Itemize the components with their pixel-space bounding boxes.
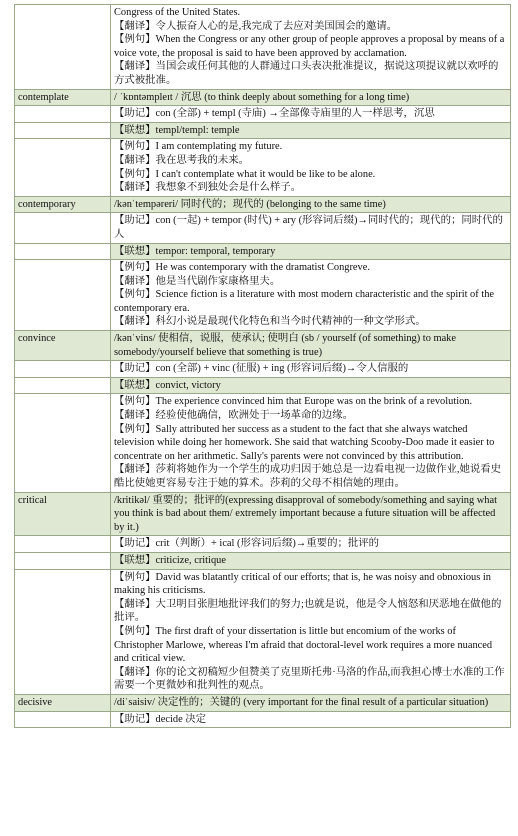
detail-cell	[111, 122, 511, 139]
vocabulary-table-body	[15, 5, 511, 728]
entry-text-line: 【例句】I can't contemplate what it would be like to be alone.	[114, 168, 376, 180]
entry-text-line: 【例句】When the Congress or any other group of people approves a proposal by means of a voice vote, the proposal is said to have been approved by acclamation.	[114, 34, 505, 59]
detail-cell	[111, 139, 511, 196]
definition-cell	[111, 492, 511, 536]
detail-cell	[111, 377, 511, 394]
detail-cell	[111, 394, 511, 492]
entry-text-line: 【例句】The first draft of your dissertation is little but encomium of the works of Christopher Marlowe, whereas I'm afraid that doctoral-level work requires a more nuanced and critical view.	[114, 625, 493, 665]
detail-row	[15, 5, 511, 90]
entry-text-line: /kənˈtempəreri/ 同时代的；现代的 (belonging to the same time)	[114, 198, 386, 210]
detail-row	[15, 243, 511, 260]
detail-cell	[111, 536, 511, 553]
headword-cell	[15, 536, 111, 553]
entry-text-line: 【翻译】你的论文初稿短少但赞美了克里斯托弗·马洛的作品,而我担心博士水准的工作需要一个更微妙和批判性的观点。	[114, 666, 505, 692]
headword-cell	[15, 394, 111, 492]
entry-text-line: 【例句】Science fiction is a literature with most modern characteristic and the spirit of the contemporary era.	[114, 289, 495, 314]
detail-row	[15, 536, 511, 553]
headword-cell: decisive	[15, 694, 111, 711]
entry-text-line: 【例句】He was contemporary with the dramatist Congreve.	[114, 262, 370, 274]
entry-text-line: 【例句】Sally attributed her success as a student to the fact that she always watched television while doing her homework. She said that watching Scooby-Doo made it easier to concentrate on her arithmetic. Sally's parents were not convinced by this attribution.	[114, 423, 495, 462]
headword-cell	[15, 243, 111, 260]
headword-cell	[15, 569, 111, 694]
detail-row	[15, 711, 511, 728]
entry-text-line: 【联想】convict, victory	[114, 379, 221, 391]
headword-cell	[15, 122, 111, 139]
word-entry-row	[15, 492, 511, 536]
entry-text-line: 【翻译】我在思考我的未来。	[114, 154, 250, 166]
headword-cell: critical	[15, 492, 111, 536]
detail-row	[15, 361, 511, 378]
headword-cell	[15, 213, 111, 243]
headword-cell	[15, 377, 111, 394]
headword-cell	[15, 5, 111, 90]
detail-cell	[111, 260, 511, 331]
entry-text-line: 【助记】crit（判断）+ ical (形容词后缀)→重要的；批评的	[114, 538, 380, 550]
entry-text-line: 【翻译】他是当代剧作家康格里夫。	[114, 275, 281, 287]
word-entry-row	[15, 331, 511, 361]
detail-row	[15, 260, 511, 331]
entry-text-line: 【例句】I am contemplating my future.	[114, 141, 283, 153]
entry-text-line: 【例句】The experience convinced him that Europe was on the brink of a revolution.	[114, 396, 473, 408]
word-entry-row	[15, 89, 511, 106]
detail-row	[15, 213, 511, 243]
entry-text-line: 【联想】templ/templ: temple	[114, 124, 240, 136]
definition-cell	[111, 196, 511, 213]
entry-text-line: /kritikəl/ 重要的；批评的(expressing disapproval of somebody/something and saying what you think is bad about them/ extremely important because a future situation will be affected by it.)	[114, 494, 497, 533]
entry-text-line: 【翻译】当国会或任何其他的人群通过口头表决批准提议，据说这项提议就以欢呼的方式被批准。	[114, 61, 499, 86]
headword-cell	[15, 260, 111, 331]
entry-text-line: Congress of the United States.	[114, 7, 241, 18]
headword-cell	[15, 552, 111, 569]
detail-cell	[111, 106, 511, 123]
detail-cell	[111, 213, 511, 243]
detail-cell	[111, 243, 511, 260]
headword-cell	[15, 711, 111, 728]
detail-cell	[111, 711, 511, 728]
entry-text-line: /diˈsaisiv/ 决定性的；关键的 (very important for the final result of a particular situation)	[114, 696, 489, 708]
entry-text-line: /kənˈvins/ 使相信，说服，使承认; 使明白 (sb / yourself (of something) to make somebody/yourself believe that something is true)	[114, 333, 456, 358]
detail-cell	[111, 361, 511, 378]
detail-cell	[111, 552, 511, 569]
headword-cell: convince	[15, 331, 111, 361]
entry-text-line: 【例句】David was blatantly critical of our efforts; that is, he was noisy and obnoxious in making his criticisms.	[114, 571, 491, 597]
entry-text-line: 【助记】con (全部) + vinc (征服) + ing (形容词后缀)→令人信服的	[114, 363, 409, 375]
word-entry-row	[15, 196, 511, 213]
definition-cell	[111, 89, 511, 106]
entry-text-line: 【助记】con (全部) + templ (寺庙) →全部像寺庙里的人一样思考，沉思	[114, 108, 435, 120]
entry-text-line: 【翻译】经验使他确信，欧洲处于一场革命的边缘。	[114, 410, 353, 422]
detail-row	[15, 377, 511, 394]
entry-text-line: 【翻译】莎莉将她作为一个学生的成功归因于她总是一边看电视一边做作业,她说看史酷比使她更容易专注于她的算术。莎莉的父母不相信她的理由。	[114, 464, 502, 489]
detail-row	[15, 394, 511, 492]
entry-text-line: 【联想】criticize, critique	[114, 554, 226, 566]
headword-cell: contemplate	[15, 89, 111, 106]
vocabulary-table	[14, 4, 511, 728]
entry-text-line: 【联想】tempor: temporal, temporary	[114, 245, 276, 257]
entry-text-line: 【助记】con (一起) + tempor (时代) + ary (形容词后缀)→同时代的；现代的；同时代的人	[114, 215, 503, 240]
headword-cell: contemporary	[15, 196, 111, 213]
headword-cell	[15, 361, 111, 378]
entry-text-line: 【翻译】令人振奋人心的是,我完成了去应对美国国会的邀请。	[114, 20, 398, 32]
detail-cell	[111, 5, 511, 90]
detail-row	[15, 552, 511, 569]
detail-cell	[111, 569, 511, 694]
headword-cell	[15, 106, 111, 123]
detail-row	[15, 569, 511, 694]
word-entry-row	[15, 694, 511, 711]
entry-text-line: 【助记】decide 决定	[114, 713, 207, 725]
entry-text-line: 【翻译】我想象不到独处会是什么样子。	[114, 182, 302, 194]
definition-cell	[111, 331, 511, 361]
detail-row	[15, 106, 511, 123]
entry-text-line: 【翻译】科幻小说是最现代化特色和当今时代精神的一种文学形式。	[114, 316, 426, 328]
entry-text-line: 【翻译】大卫明目张胆地批评我们的努力;也就是说，他是令人恼怒和厌恶地在做他的批评。	[114, 598, 502, 624]
detail-row	[15, 139, 511, 196]
detail-row	[15, 122, 511, 139]
definition-cell	[111, 694, 511, 711]
entry-text-line: / ˈkɒntəmpleɪt / 沉思 (to think deeply about something for a long time)	[114, 91, 410, 103]
headword-cell	[15, 139, 111, 196]
